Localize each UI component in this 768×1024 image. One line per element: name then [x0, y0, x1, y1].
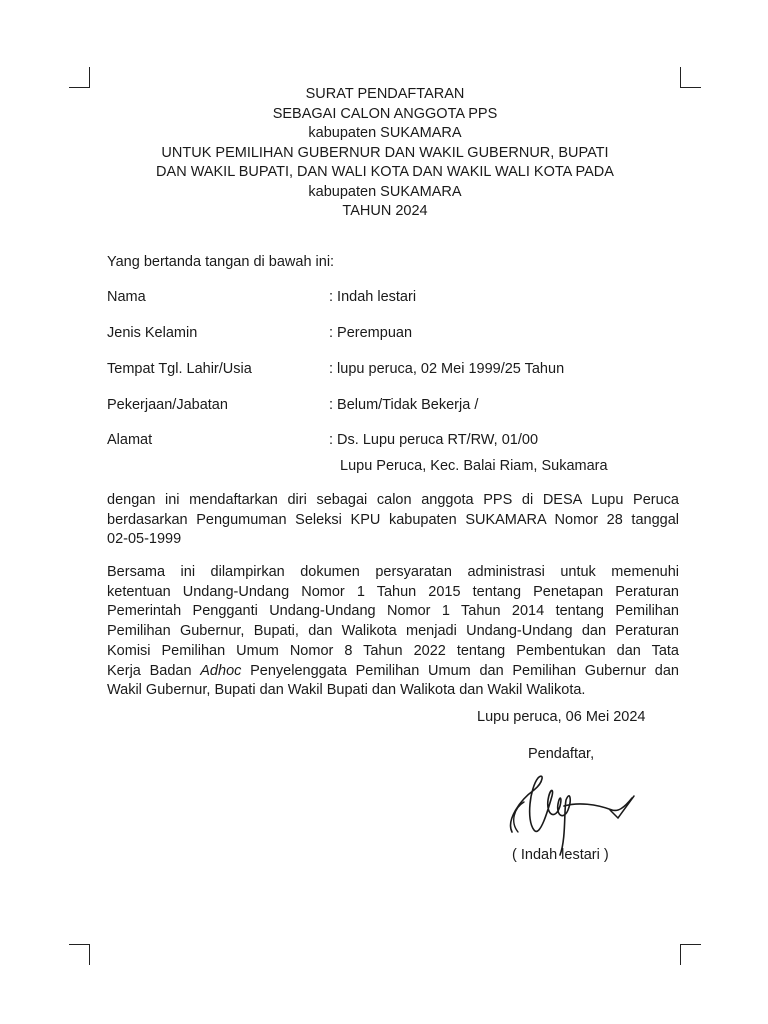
registration-paragraph	[107, 491, 679, 550]
paragraph-text: Penyelenggata Pemilihan Umum dan Pemilihan Gubernur dan	[241, 662, 679, 679]
field-label: Pekerjaan/Jabatan	[107, 397, 228, 413]
handwritten-signature	[500, 760, 640, 860]
field-value: : Indah lestari	[329, 289, 417, 305]
title-line-4: UNTUK PEMILIHAN GUBERNUR DAN WAKIL GUBERNUR, BUPATI	[161, 144, 609, 161]
title-line-1: SURAT PENDAFTARAN	[305, 86, 465, 102]
title-line-7: TAHUN 2024	[342, 203, 428, 219]
paragraph-line: ketentuan Undang-Undang Nomor 1 Tahun 2015 tentang Penetapan Peraturan	[107, 583, 679, 600]
paragraph-line: 02-05-1999	[107, 531, 182, 548]
field-label: Nama	[107, 289, 146, 305]
field-value: : Ds. Lupu peruca RT/RW, 01/00	[329, 432, 539, 448]
paragraph-line: Pemilihan Gubernur, Bupati, dan Walikota menjadi Undang-Undang dan Peraturan	[107, 623, 679, 640]
paragraph-line: Komisi Pemilihan Umum Nomor 8 Tahun 2022 tentang Pembentukan dan Tata	[107, 642, 679, 659]
title-line-5: DAN WAKIL BUPATI, DAN WALI KOTA DAN WAKIL WALI KOTA PADA	[156, 164, 614, 180]
crop-mark-bottom-right	[680, 944, 701, 965]
paragraph-text: Kerja Badan	[107, 662, 201, 679]
title-line-3: kabupaten SUKAMARA	[308, 125, 462, 141]
crop-mark-bottom-left	[69, 944, 90, 965]
paragraph-line: berdasarkan Pengumuman Seleksi KPU kabupaten SUKAMARA Nomor 28 tanggal	[107, 511, 679, 528]
field-label: Tempat Tgl. Lahir/Usia	[107, 361, 252, 377]
paragraph-line	[107, 662, 679, 682]
field-value: : lupu peruca, 02 Mei 1999/25 Tahun	[329, 361, 565, 377]
attachment-paragraph	[107, 563, 679, 701]
adhoc-emphasis: Adhoc	[200, 662, 242, 679]
paragraph-line: dengan ini mendaftarkan diri sebagai calon anggota PPS di DESA Lupu Peruca	[107, 492, 679, 508]
paragraph-line: Pemerintah Pengganti Undang-Undang Nomor 1 Tahun 2014 tentang Pemilihan	[107, 603, 679, 620]
intro-text: Yang bertanda tangan di bawah ini:	[107, 254, 335, 270]
field-value: : Belum/Tidak Bekerja /	[329, 397, 479, 413]
title-line-6: kabupaten SUKAMARA	[308, 183, 462, 200]
paragraph-line: Bersama ini dilampirkan dokumen persyaratan administrasi untuk memenuhi	[107, 564, 679, 580]
address-line-2: Lupu Peruca, Kec. Balai Riam, Sukamara	[340, 458, 608, 474]
signer-name: ( Indah lestari )	[512, 847, 609, 863]
paragraph-line: Wakil Gubernur, Bupati dan Wakil Bupati dan Walikota dan Wakil Walikota.	[107, 682, 586, 699]
place-date: Lupu peruca, 06 Mei 2024	[477, 709, 646, 725]
field-label: Alamat	[107, 432, 153, 448]
crop-mark-top-left	[69, 67, 90, 88]
signature-label: Pendaftar,	[528, 746, 595, 762]
title-line-2: SEBAGAI CALON ANGGOTA PPS	[272, 105, 498, 122]
field-label: Jenis Kelamin	[107, 325, 198, 341]
document-title	[90, 85, 680, 222]
crop-mark-top-right	[680, 67, 701, 88]
field-value: : Perempuan	[329, 325, 413, 341]
